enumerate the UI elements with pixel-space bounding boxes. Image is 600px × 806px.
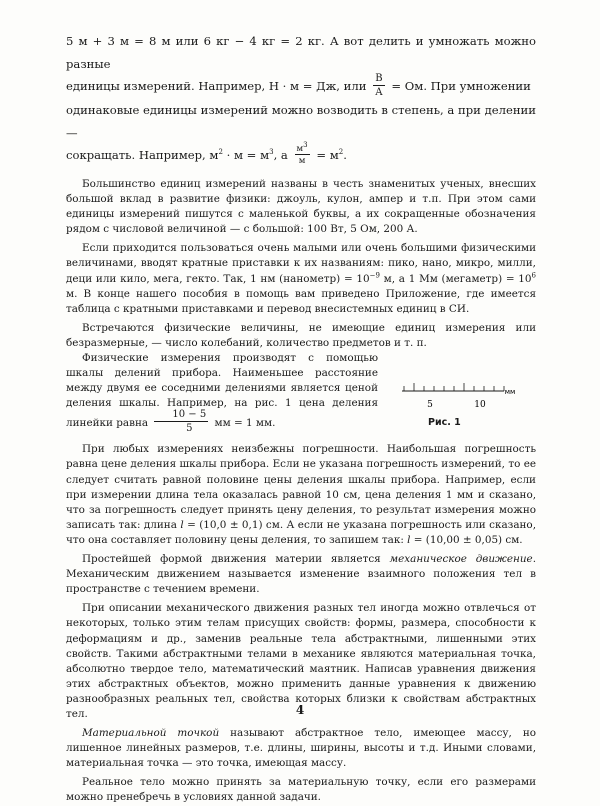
ruler-figure [400, 377, 520, 413]
paragraph-material-point: Материальной точкой называют абстрактное тело, имеющее массу, но лишенное линейных размеров, т.е. длины, ширины, высоты и т.д. Иными словами, материальная точка — это точка, имеющая массу. [66, 727, 537, 770]
intro-line-1: 5 м + 3 м = 8 м или 6 кг − 4 кг = 2 кг. А вот делить и умножать можно разные [66, 34, 536, 71]
intro-line-3: одинаковые единицы измерений можно возводить в степень, а при делении — [66, 103, 536, 140]
fraction-cubic-meter-per-meter: $\frac{м^3}{м}$ [296, 141, 308, 167]
ruler-ticks [404, 383, 504, 391]
intro-line-2: единицы измерений. Например, Н · м = Дж, или $\frac{В}{А}$ = Ом. При умножении [66, 73, 531, 99]
figure-caption: Рис. 1 [428, 417, 461, 428]
page-number: 4 [295, 703, 305, 717]
fraction-volt-per-ampere: $\frac{В}{А}$ [375, 73, 383, 99]
ruler-label-5: 5 [427, 400, 433, 410]
fraction-scale-division: $\frac{10 - 5}{5}$ [154, 410, 208, 434]
paragraph-real-body: Реальное тело можно принять за материальную точку, если его размерами можно пренебречь в условиях данной задачи. [66, 776, 536, 804]
paragraph-mechanical-motion: Простейшей формой движения материи является механическое движение. Механическим движением называется изменение взаимного положения тел в пространстве с течением времени. [66, 553, 536, 596]
paragraph-prefixes: Если приходится пользоваться очень малыми или очень большими физическими величинами, вводят кратные приставки к их названиям: пико, нано, микро, милли, деци или кило, мега, гекто. Так, 1 нм (нанометр) = $10^{-9}$ м, а 1 Мм (мегаметр) = $10^6$ м. В конце нашего пособия в помощь вам приведено Приложение, где имеется таблица с кратными приставками и перевод внесистемных единиц в СИ. [66, 242, 536, 315]
paragraph-errors: При любых измерениях неизбежны погрешности. Наибольшая погрешность равна цене деления шкалы прибора. Если не указана погрешность измерений, то ее следует считать равной половине цены деления шкалы прибора. Например, если при измерении длина тела оказалась равной 10 см, цена деления 1 мм и сказано, что за погрешность следует принять цену деления, то результат измерения можно записать так: длина l = (10,0 ± 0,1) см. А если не указана погрешность или сказано, что она составляет половину цены деления, то запишем так: l = (10,00 ± 0,05) см. [66, 443, 536, 546]
scale-division-section [66, 351, 536, 435]
paragraph-abstract-bodies: При описании механического движения разных тел иногда можно отвлечься от некоторых, только этим телам присущих свойств: формы, размера, способности к деформациям и др., заменив реальные тела абстрактными, лишенными этих свойств. Такими абстрактными телами в механике являются материальная точка, абсолютно твердое тело, математический маятник. Написав уравнения движения этих абстрактных объектов, можно применить данные уравнения к движению разнообразных реальных тел, свойства которых близки к свойствам абстрактных тел. [66, 602, 536, 720]
paragraph-unit-names: Большинство единиц измерений названы в честь знаменитых ученых, внесших большой вклад в развитие физики: джоуль, кулон, ампер и т.п. При этом сами единицы измерений пишутся с маленькой буквы, а их сокращенные обозначения рядом с числовой величиной — с большой: 100 Вт, 5 Ом, 200 А. [66, 177, 536, 236]
paragraph-scale-division: Физические измерения производят с помощью шкалы делений прибора. Наименьшее расстояние между двумя ее соседними делениями является ценой деления шкалы. Например, на рис. 1 цена деления линейки равна $\frac{10 - 5}{5}$ мм = 1 мм. [66, 352, 378, 435]
intro-line-4: сокращать. Например, $м^2 \cdot м = м^3$, а $\frac{м^3}{м}$ = $м^2$. [66, 141, 347, 167]
paragraph-dimensionless: Встречаются физические величины, не имеющие единиц измерения или безразмерные, — число колебаний, количество предметов и т. п. [66, 321, 536, 349]
ruler-label-10: 10 [474, 400, 486, 410]
ruler-unit: мм [504, 388, 516, 396]
figure-1 [378, 351, 536, 431]
